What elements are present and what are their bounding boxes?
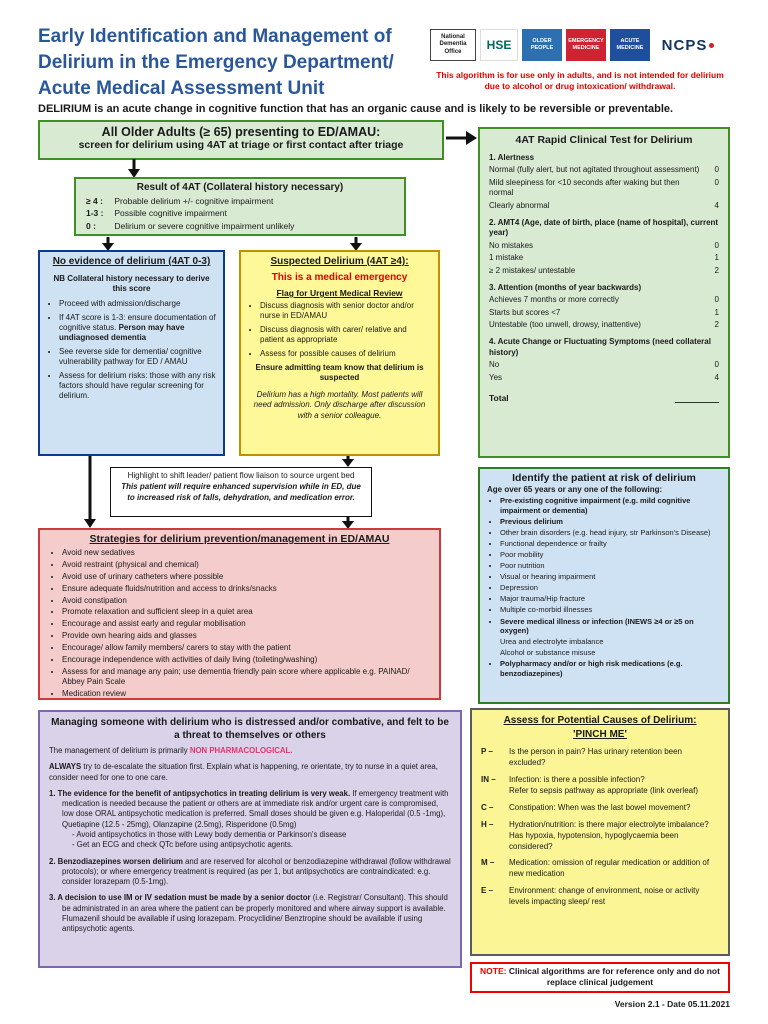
- managing-intro-text: The management of delirium is primarily: [49, 746, 190, 755]
- strategies-box: [38, 528, 441, 700]
- pinch-me-item: [481, 820, 719, 852]
- item-subnote: - Get an ECG and check QTc before using antipsychotic agents.: [72, 840, 294, 850]
- result-score-label: 0 :: [86, 220, 96, 231]
- at-risk-list: [487, 496, 721, 679]
- list-item: [59, 347, 217, 368]
- fourat-item-text: Achieves 7 months or more correctly: [489, 295, 619, 305]
- list-item: • Major trauma/Hip fracture: [500, 594, 721, 604]
- pinch-letter: H –: [481, 819, 494, 829]
- item-number: 2.: [49, 856, 56, 866]
- admitting-team-note: Ensure admitting team know that delirium is suspected: [255, 362, 424, 383]
- suspected-title: Suspected Delirium (4AT ≥4):: [270, 256, 409, 267]
- list-item-text: Assess for delirium risks: those with any risk factors should have regular screening for delirium.: [59, 370, 216, 401]
- fourat-item: [489, 360, 719, 370]
- fourat-item-score: 0: [714, 360, 719, 370]
- list-item: • Visual or hearing impairment: [500, 572, 721, 582]
- strategies-list: [49, 548, 430, 700]
- list-item: • Encourage/ allow family members/ carers to stay with the patient: [62, 643, 430, 653]
- mortality-note: Delirium has a high mortality. Most patients will need admission. Only discharge after discussion with a senior colleague.: [253, 389, 426, 420]
- pinch-letter: E –: [481, 885, 494, 895]
- pinch-me-item: [481, 775, 719, 798]
- supervision-line2: This patient will require enhanced supervision while in ED, due to increased risk of falls, dehydration, and medication error.: [121, 481, 361, 502]
- list-item: • Multiple co-morbid illnesses: [500, 605, 721, 615]
- list-item: • Avoid constipation: [62, 596, 430, 606]
- list-item: [59, 299, 217, 309]
- national-dementia-office-logo: National Dementia Office: [430, 29, 476, 61]
- list-item: • Functional dependence or frailty: [500, 539, 721, 549]
- fourat-item-text: ≥ 2 mistakes/ untestable: [489, 265, 576, 275]
- list-item: [59, 313, 217, 344]
- list-item: • Assess for possible causes of delirium: [260, 349, 432, 359]
- fourat-section-heading: 4. Acute Change or Fluctuating Symptoms (need collateral history): [489, 337, 711, 357]
- list-item-bold: Person may have undiagnosed dementia: [59, 323, 185, 343]
- list-item: • Polypharmacy and/or or high risk medications (e.g. benzodiazepines): [500, 659, 721, 678]
- pinch-extra: Refer to sepsis pathway as appropriate (link overleaf): [509, 786, 698, 796]
- list-item-text: Proceed with admission/discharge: [59, 299, 181, 309]
- arrow-result-to-suspected: [348, 237, 364, 251]
- urgent-review-flag: Flag for Urgent Medical Review: [276, 288, 403, 298]
- list-item: • Avoid use of urinary catheters where possible: [62, 572, 430, 582]
- fourat-item-score: 2: [714, 320, 719, 330]
- non-pharmacological-highlight: NON PHARMACOLOGICAL.: [189, 746, 293, 755]
- list-item: • Pre-existing cognitive impairment (e.g. mild cognitive impairment or dementia): [500, 496, 721, 515]
- fourat-title: 4AT Rapid Clinical Test for Delirium: [515, 134, 693, 146]
- list-item: • Depression: [500, 583, 721, 593]
- result-row-text: Possible cognitive impairment: [112, 208, 227, 219]
- fourat-item-score: 2: [714, 265, 719, 275]
- item-number: 1.: [49, 788, 56, 798]
- list-item: • Severe medical illness or infection (INEWS ≥4 or ≥5 on oxygen): [500, 617, 721, 636]
- result-row: [86, 220, 394, 232]
- managing-item: [49, 893, 451, 934]
- no-evidence-title: No evidence of delirium (4AT 0-3): [52, 256, 211, 267]
- fourat-test-box: [478, 127, 730, 458]
- fourat-item-score: 1: [714, 253, 719, 263]
- at-risk-box: [478, 467, 730, 704]
- list-item: • Avoid new sedatives: [62, 548, 430, 558]
- item-text: If emergency treatment with medication is needed because the patient or others are at immediate risk and/or urgent care is compromised, low dose ORAL antipsychotic medication is preferred. Small doses should be given e.g. Haloperidal (0.5 -1mg), Quetiapine (12.5 - 25mg), Olanzapine (2.5mg), Risperidone (0.5mg): [62, 788, 449, 829]
- at-risk-subtitle: Age over 65 years or any one of the following:: [487, 485, 663, 494]
- arrow-screening-to-4at: [446, 130, 477, 146]
- fourat-item-text: Clearly abnormal: [489, 200, 550, 210]
- ncps-logo: NCPS: [654, 29, 722, 61]
- adults-only-disclaimer: This algorithm is for use only in adults, and is not intended for delirium due to alcohol or drug intoxication/ withdrawal.: [436, 70, 724, 92]
- page-title-line: Delirium in the Emergency Department/: [38, 52, 394, 74]
- result-title: Result of 4AT (Collateral history necessary): [136, 182, 344, 193]
- pinch-text: Hydration/nutrition: is there major electrolyte imbalance? Has hypoxia, hypotension, hypoglycaemia been considered?: [509, 819, 709, 851]
- list-item: • Medication review: [62, 689, 430, 699]
- list-item: • Poor mobility: [500, 550, 721, 560]
- strategies-title: Strategies for delirium prevention/management in ED/AMAU: [89, 533, 390, 545]
- arrow-suspected-to-supervision: [340, 455, 356, 467]
- list-item: • Assess for and manage any pain; use dementia friendly pain score where applicable e.g. PAINAD/ Abbey Pain Scale: [62, 667, 430, 688]
- pinch-me-item: [481, 747, 719, 769]
- acute-medicine-programme-logo: ACUTE MEDICINE: [610, 29, 650, 61]
- fourat-item-text: No mistakes: [489, 240, 534, 250]
- fourat-total-label: Total: [489, 393, 509, 404]
- pinch-letter: C –: [481, 803, 494, 813]
- supervision-line1: Highlight to shift leader/ patient flow liaison to source urgent bed: [127, 471, 355, 480]
- pinch-text: Environment: change of environment, noise or activity levels impacting sleep/ rest: [509, 885, 700, 906]
- fourat-section-heading: 2. AMT4 (Age, date of birth, place (name of hospital), current year): [489, 217, 719, 238]
- managing-distressed-box: [38, 710, 462, 968]
- no-evidence-list: [46, 299, 217, 402]
- list-item: • Provide own hearing aids and glasses: [62, 631, 430, 641]
- item-lead: A decision to use IM or IV sedation must be made by a senior doctor: [55, 893, 311, 903]
- item-text: (i.e. Registrar/ Consultant). This should be administrated in an area where the patient can be properly monitored and where airway support is available. Flumazenil should be available if using lorazepam. Procyclidine/ Benztropine should be available if using antipsychotic agents.: [62, 893, 448, 934]
- medical-emergency-text: This is a medical emergency: [271, 272, 408, 283]
- fourat-item-score: 4: [714, 200, 719, 210]
- fourat-item-score: 1: [714, 307, 719, 317]
- fourat-item-text: Untestable (too unwell, drowsy, inattentive): [489, 320, 641, 330]
- list-item: • Ensure adequate fluids/nutrition and access to drinks/snacks: [62, 584, 430, 594]
- arrow-result-to-no-evidence: [100, 237, 116, 251]
- no-evidence-note: NB Collateral history necessary to derive this score: [53, 273, 210, 293]
- pinch-me-item: [481, 886, 719, 908]
- result-score-label: 1-3 :: [86, 208, 104, 219]
- list-item: Alcohol or substance misuse: [500, 648, 596, 658]
- fourat-item: [489, 165, 719, 175]
- fourat-item: [489, 266, 719, 276]
- list-item: • Promote relaxation and sufficient sleep in a quiet area: [62, 607, 430, 617]
- result-score-label: ≥ 4 :: [86, 196, 103, 206]
- pinch-text: Is the person in pain? Has urinary retention been excluded?: [509, 747, 682, 767]
- at-risk-title: Identify the patient at risk of delirium: [512, 472, 696, 484]
- fourat-item: [489, 320, 719, 330]
- fourat-item: [489, 373, 719, 383]
- list-item: • Avoid restraint (physical and chemical): [62, 560, 430, 570]
- fourat-item-score: 0: [714, 165, 719, 175]
- fourat-item-score: 4: [714, 372, 719, 382]
- pinch-me-title-line1: Assess for Potential Causes of Delirium:: [503, 715, 697, 726]
- item-subnote: - Avoid antipsychotics in those with Lewy body dementia or Parkinson's disease: [72, 829, 347, 839]
- pinch-letter: IN –: [481, 774, 496, 784]
- item-lead: The evidence for the benefit of antipsychotics in treating delirium is very weak.: [55, 788, 351, 798]
- list-item: • Discuss diagnosis with carer/ relative and patient as appropriate: [260, 325, 432, 346]
- managing-item: [49, 857, 451, 888]
- hse-logo: HSE: [480, 29, 518, 61]
- suspected-list: [247, 301, 432, 359]
- pinch-text: Constipation: When was the last bowel movement?: [509, 803, 691, 813]
- fourat-section-heading: 1. Alertness: [489, 153, 535, 162]
- managing-item: [49, 789, 451, 851]
- note-text: Clinical algorithms are for reference only and do not replace clinical judgement: [506, 966, 720, 988]
- suspected-delirium-box: [239, 250, 440, 456]
- list-item: Urea and electrolyte imbalance: [500, 637, 604, 647]
- result-box: [74, 177, 406, 236]
- fourat-item: [489, 308, 719, 318]
- list-item: • Encourage independence with activities of daily living (toileting/washing): [62, 655, 430, 665]
- delirium-definition: DELIRIUM is an acute change in cognitive function that has an organic cause and is likely to be reversible or preventable.: [38, 103, 674, 115]
- pinch-me-item: [481, 803, 719, 814]
- item-text: and are reserved for alcohol or benzodiazepine withdrawal (follow withdrawal protocols); or where emergency treatment is required (as per 1, but antipsychotics are contraindicated: e.g. consider lorazepam (0.5-1mg).: [62, 856, 451, 887]
- pinch-me-box: [470, 708, 730, 956]
- supervision-box: [110, 467, 372, 517]
- fourat-item: [489, 295, 719, 305]
- list-item: • Encourage and assist early and regular mobilisation: [62, 619, 430, 629]
- managing-title: Managing someone with delirium who is distressed and/or combative, and felt to be a threat to themselves or others: [51, 717, 449, 741]
- no-evidence-box: [38, 250, 225, 456]
- arrow-no-evidence-to-strategies: [82, 456, 98, 528]
- fourat-item: [489, 178, 719, 199]
- fourat-item-score: 0: [714, 240, 719, 250]
- managing-always: [49, 762, 451, 783]
- list-item: • Poor nutrition: [500, 561, 721, 571]
- fourat-item-text: Mild sleepiness for <10 seconds after waking but then normal: [489, 177, 680, 198]
- fourat-item-score: 0: [714, 177, 719, 187]
- fourat-item: [489, 201, 719, 211]
- list-item: • Discuss diagnosis with senior doctor and/or nurse in ED/AMAU: [260, 301, 432, 322]
- fourat-total-row: [489, 393, 719, 403]
- clinical-judgement-note: [470, 962, 730, 993]
- list-item: • Other brain disorders (e.g. head injury, str Parkinson's Disease): [500, 528, 721, 538]
- page-title-line: Acute Medical Assessment Unit: [38, 78, 325, 100]
- fourat-item-score: 0: [714, 295, 719, 305]
- older-people-programme-logo: OLDER PEOPLE: [522, 29, 562, 61]
- fourat-item-text: Yes: [489, 372, 503, 382]
- logo-row: [430, 28, 730, 62]
- result-row: [86, 207, 394, 219]
- fourat-item: [489, 253, 719, 263]
- fourat-item-text: Starts but scores <7: [489, 307, 561, 317]
- list-item-text: See reverse side for dementia/ cognitive vulnerability pathway for ED / AMAU: [59, 346, 202, 367]
- list-item: • Previous delirium: [500, 517, 721, 527]
- result-row: [86, 195, 394, 207]
- pinch-me-title-line2: 'PINCH ME': [573, 728, 627, 740]
- always-text: try to de-escalate the situation first. Explain what is happening, re orientate, try to nurse in a quiet area, consider need for one to one care.: [49, 762, 438, 782]
- screening-box: [38, 120, 444, 160]
- fourat-total-blank: [675, 393, 719, 403]
- fourat-item-text: 1 mistake: [489, 253, 524, 263]
- page-title-line: Early Identification and Management of: [38, 26, 392, 47]
- fourat-item-text: No: [489, 360, 500, 370]
- pinch-text: Infection: is there a possible infection?: [509, 774, 645, 784]
- screening-line2: screen for delirium using 4AT at triage or first contact after triage: [78, 139, 404, 151]
- fourat-section-heading: 3. Attention (months of year backwards): [489, 282, 642, 292]
- note-lead: NOTE:: [480, 966, 507, 976]
- managing-intro: [49, 746, 451, 756]
- page-title: [38, 24, 394, 103]
- emergency-medicine-programme-logo: EMERGENCY MEDICINE: [566, 29, 606, 61]
- arrow-screening-to-result: [126, 159, 142, 178]
- fourat-item: [489, 241, 719, 251]
- result-row-text: Delirium or severe cognitive impairment unlikely: [112, 220, 295, 231]
- version-date: Version 2.1 - Date 05.11.2021: [614, 999, 730, 1009]
- always-lead: ALWAYS: [49, 762, 82, 772]
- screening-line1: All Older Adults (≥ 65) presenting to ED/AMAU:: [101, 125, 381, 139]
- pinch-letter: P –: [481, 747, 493, 756]
- list-item: [59, 371, 217, 402]
- list-item-text: If 4AT score is 1-3: ensure documentation of cognitive status.: [59, 312, 216, 333]
- fourat-item-text: Normal (fully alert, but not agitated throughout assessment): [489, 165, 700, 175]
- pinch-letter: M –: [481, 858, 495, 868]
- result-row-text: Probable delirium +/- cognitive impairment: [112, 196, 274, 206]
- item-number: 3.: [49, 893, 56, 903]
- pinch-text: Medication: omission of regular medication or addition of new medication: [509, 858, 710, 879]
- pinch-me-item: [481, 858, 719, 880]
- item-lead: Benzodiazepines worsen delirium: [55, 856, 183, 866]
